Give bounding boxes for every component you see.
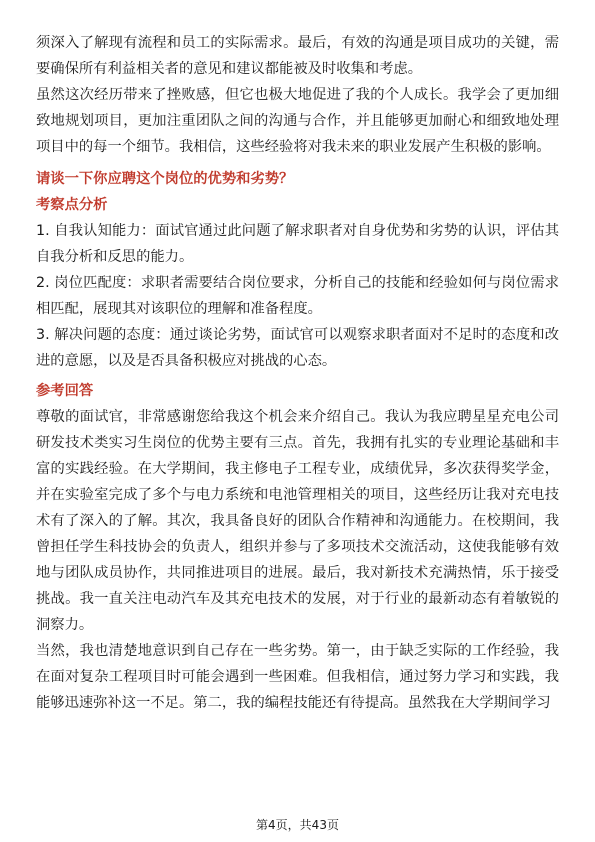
answer-paragraph-1: 尊敬的面试官，非常感谢您给我这个机会来介绍自己。我认为我应聘星星充电公司研发技术类实习生岗位的优势主要有三点。首先，我拥有扎实的专业理论基础和丰富的实践经验。在大学期间，我主修电子工程专业，成绩优异，多次获得奖学金，并在实验室完成了多个与电力系统和电池管理相关的项目，这些经历让我对充电技术有了深入的了解。其次，我具备良好的团队合作精神和沟通能力。在校期间，我曾担任学生科技协会的负责人，组织并参与了多项技术交流活动，这使我能够有效地与团队成员协作，共同推进项目的进展。最后，我对新技术充满热情，乐于接受挑战。我一直关注电动汽车及其充电技术的发展，对于行业的最新动态有着敏锐的洞察力。 — [36, 409, 559, 633]
analysis-item-3: 3. 解决问题的态度：通过谈论劣势，面试官可以观察求职者面对不足时的态度和改进的意愿，以及是否具备积极应对挑战的心态。 — [36, 327, 559, 369]
intro-paragraph-2: 虽然这次经历带来了挫败感，但它也极大地促进了我的个人成长。我学会了更加细致地规划项目，更加注重团队之间的沟通与合作，并且能够更加耐心和细致地处理项目中的每一个细节。我相信，这些经验将对我未来的职业发展产生积极的影响。 — [36, 87, 559, 155]
answer-paragraph-2: 当然，我也清楚地意识到自己存在一些劣势。第一，由于缺乏实际的工作经验，我在面对复杂工程项目时可能会遇到一些困难。但我相信，通过努力学习和实践，我能够迅速弥补这一不足。第二，我的编程技能还有待提高。虽然我在大学期间学习 — [36, 643, 559, 711]
document-page — [36, 30, 559, 716]
analysis-item-2: 2. 岗位匹配度：求职者需要结合岗位要求，分析自己的技能和经验如何与岗位需求相匹配，展现其对该职位的理解和准备程度。 — [36, 275, 559, 317]
analysis-item-1: 1. 自我认知能力：面试官通过此问题了解求职者对自身优势和劣势的认识，评估其自我分析和反思的能力。 — [36, 223, 559, 265]
intro-paragraph-1: 须深入了解现有流程和员工的实际需求。最后，有效的沟通是项目成功的关键，需要确保所有利益相关者的意见和建议都能被及时收集和考虑。 — [36, 35, 559, 77]
question-heading: 请谈一下你应聘这个岗位的优势和劣势？ — [36, 171, 294, 187]
answer-heading: 参考回答 — [36, 383, 94, 399]
analysis-heading: 考察点分析 — [36, 197, 108, 213]
page-footer: 第4页，共43页 — [256, 818, 339, 832]
